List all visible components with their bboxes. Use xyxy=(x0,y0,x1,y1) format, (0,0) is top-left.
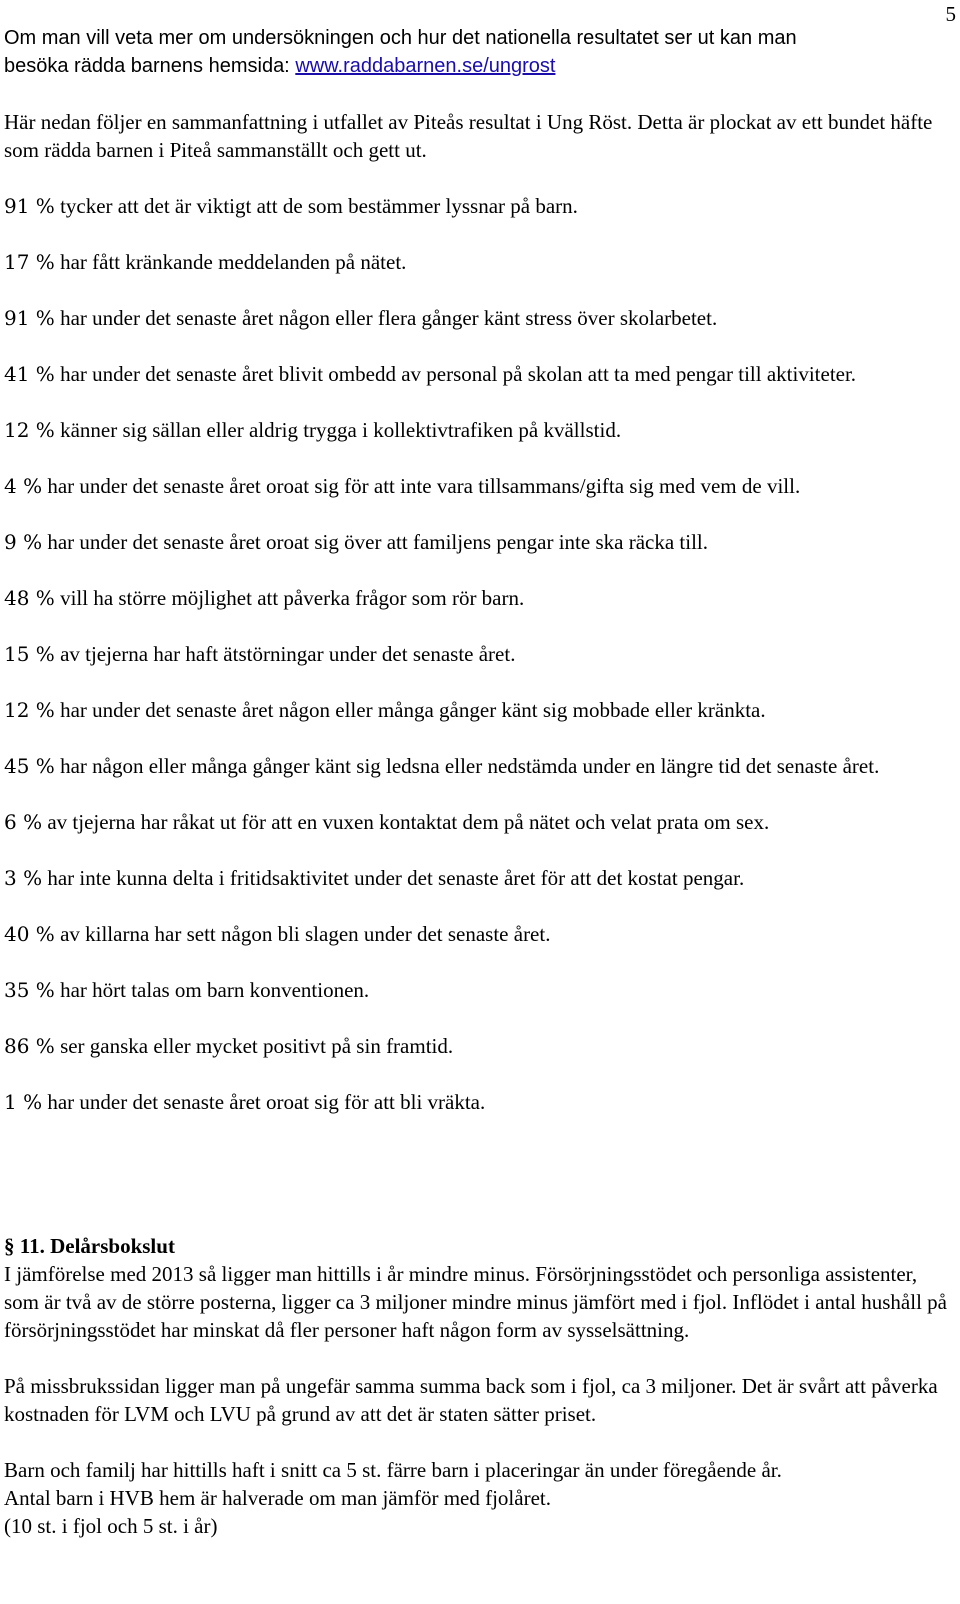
section-paragraph: På missbrukssidan ligger man på ungefär samma summa back som i fjol, ca 3 miljoner. Det är svårt att påverka kostnaden för LVM och LVU på grund av att det är staten sätter priset. xyxy=(4,1374,938,1426)
statistic-percent: 6 % xyxy=(4,810,43,834)
statistic-item xyxy=(4,360,954,388)
statistic-item xyxy=(4,976,954,1004)
statistic-text: har fått kränkande meddelanden på nätet. xyxy=(54,250,407,274)
summary-paragraph: Här nedan följer en sammanfattning i utfallet av Piteås resultat i Ung Röst. Detta är plockat av ett bundet häfte som rädda barnen i Piteå sammanställt och gett ut. xyxy=(4,110,933,162)
statistic-item xyxy=(4,920,954,948)
section-paragraph-line: (10 st. i fjol och 5 st. i år) xyxy=(4,1514,218,1538)
statistic-text: har under det senaste året oroat sig för att inte vara tillsammans/gifta sig med vem de vill. xyxy=(42,474,801,498)
statistic-percent: 12 % xyxy=(4,418,55,442)
statistic-item xyxy=(4,584,954,612)
statistic-item xyxy=(4,752,954,780)
statistic-text: av tjejerna har råkat ut för att en vuxen kontaktat dem på nätet och velat prata om sex. xyxy=(42,810,770,834)
section-paragraph: I jämförelse med 2013 så ligger man hittills i år mindre minus. Försörjningsstödet och personliga assistenter, som är två av de större posterna, ligger ca 3 miljoner mindre minus jämfört med i fjol. Inflödet i antal hushåll på försörjningsstödet har minskat då fler personer haft någon form av sysselsättning. xyxy=(4,1262,947,1342)
statistic-text: har inte kunna delta i fritidsaktivitet under det senaste året för att det kostat pengar. xyxy=(42,866,745,890)
statistic-percent: 9 % xyxy=(4,530,43,554)
page-number: 5 xyxy=(945,2,956,26)
statistic-item xyxy=(4,1032,954,1060)
statistic-percent: 40 % xyxy=(4,922,55,946)
statistic-percent: 3 % xyxy=(4,866,43,890)
statistic-item xyxy=(4,416,954,444)
statistic-item xyxy=(4,192,954,220)
statistic-text: känner sig sällan eller aldrig trygga i kollektivtrafiken på kvällstid. xyxy=(54,418,622,442)
raddabarnen-link[interactable]: www.raddabarnen.se/ungrost xyxy=(295,55,556,77)
statistic-percent: 86 % xyxy=(4,1034,55,1058)
section-paragraph-line: Barn och familj har hittills haft i snitt ca 5 st. färre barn i placeringar än under föregående år. xyxy=(4,1458,782,1482)
statistic-text: tycker att det är viktigt att de som bestämmer lyssnar på barn. xyxy=(54,194,578,218)
statistic-percent: 12 % xyxy=(4,698,55,722)
statistic-item xyxy=(4,248,954,276)
statistic-text: har under det senaste året någon eller många gånger känt sig mobbade eller kränkta. xyxy=(54,698,766,722)
intro-paragraph xyxy=(4,24,864,80)
statistic-text: vill ha större möjlighet att påverka frågor som rör barn. xyxy=(54,586,525,610)
statistic-item xyxy=(4,864,954,892)
statistic-item xyxy=(4,808,954,836)
statistic-text: ser ganska eller mycket positivt på sin framtid. xyxy=(54,1034,454,1058)
statistic-percent: 41 % xyxy=(4,362,55,386)
statistic-text: har under det senaste året oroat sig för att bli vräkta. xyxy=(42,1090,486,1114)
statistic-percent: 4 % xyxy=(4,474,43,498)
statistic-text: har hört talas om barn konventionen. xyxy=(54,978,370,1002)
statistic-percent: 48 % xyxy=(4,586,55,610)
statistic-percent: 45 % xyxy=(4,754,55,778)
statistic-percent: 15 % xyxy=(4,642,55,666)
statistic-percent: 35 % xyxy=(4,978,55,1002)
statistics-list xyxy=(4,192,954,1144)
statistic-item xyxy=(4,528,954,556)
statistic-text: har under det senaste året oroat sig över att familjens pengar inte ska räcka till. xyxy=(42,530,709,554)
statistic-percent: 91 % xyxy=(4,306,55,330)
statistic-item xyxy=(4,696,954,724)
statistic-item xyxy=(4,472,954,500)
section-paragraph-line: Antal barn i HVB hem är halverade om man jämför med fjolåret. xyxy=(4,1486,551,1510)
statistic-text: har under det senaste året blivit ombedd av personal på skolan att ta med pengar till aktiviteter. xyxy=(54,362,857,386)
statistic-item xyxy=(4,1088,954,1116)
statistic-percent: 1 % xyxy=(4,1090,43,1114)
statistic-text: har under det senaste året någon eller flera gånger känt stress över skolarbetet. xyxy=(54,306,718,330)
statistic-percent: 17 % xyxy=(4,250,55,274)
intro-text: Om man vill veta mer om undersökningen och hur det nationella resultatet ser ut kan man besöka rädda barnens hemsida: xyxy=(4,27,797,77)
statistic-item xyxy=(4,304,954,332)
statistic-percent: 91 % xyxy=(4,194,55,218)
statistic-text: har någon eller många gånger känt sig ledsna eller nedstämda under en längre tid det senaste året. xyxy=(54,754,880,778)
statistic-text: av tjejerna har haft ätstörningar under det senaste året. xyxy=(54,642,516,666)
statistic-text: av killarna har sett någon bli slagen under det senaste året. xyxy=(54,922,551,946)
section-heading: § 11. Delårsbokslut xyxy=(4,1234,175,1258)
section-delarsbokslut xyxy=(4,1232,954,1540)
statistic-item xyxy=(4,640,954,668)
